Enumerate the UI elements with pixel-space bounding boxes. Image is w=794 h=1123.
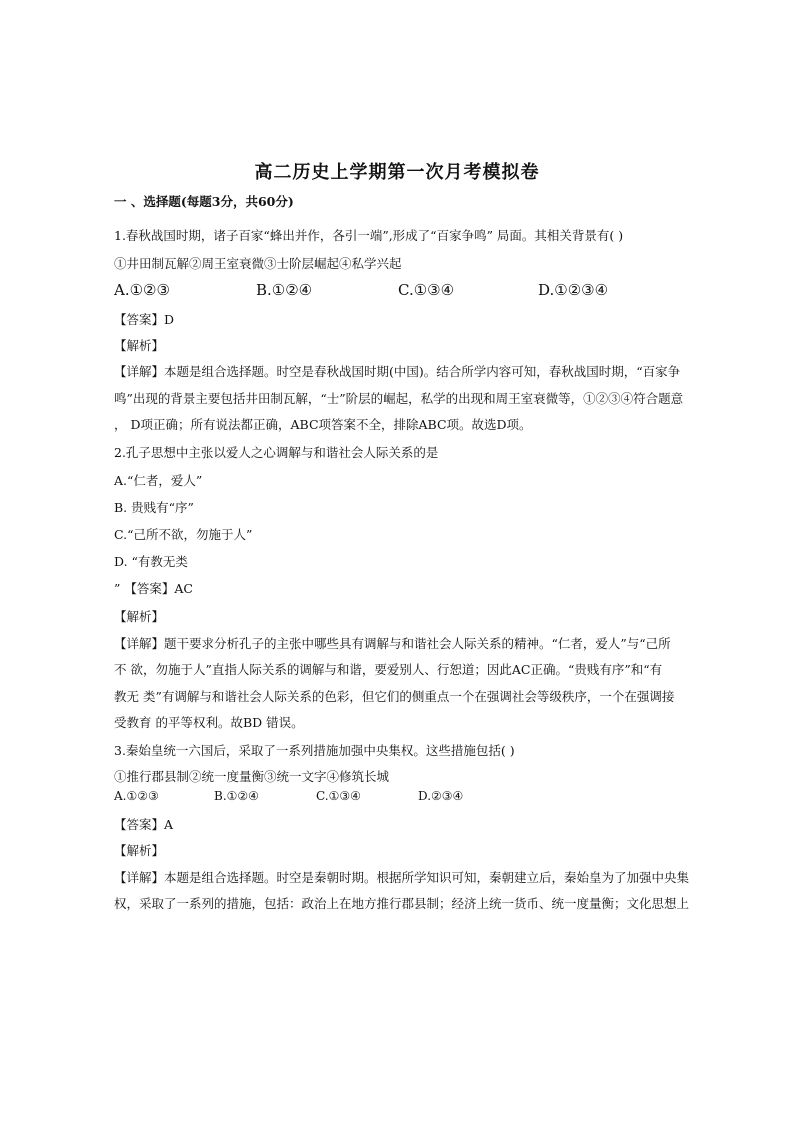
question-2-detail-line: 不 欲，勿施于人”直指人际关系的调解与和谐，要爱别人、行恕道；因此AC正确。“贵贱有序”和“有	[114, 662, 663, 677]
question-2-stem: 2.孔子思想中主张以爱人之心调解与和谐社会人际关系的是	[114, 445, 439, 460]
question-3-detail-line: 权，采取了一系列的措施，包括：政治上在地方推行郡县制；经济上统一货币、统一度量衡；文化思想上	[114, 896, 690, 911]
question-1-analysis: 【解析】	[114, 338, 165, 353]
option-b: B.①②④	[214, 789, 259, 803]
option-c: C.①③④	[398, 281, 455, 299]
question-2-detail-line: 教无 类”有调解与和谐社会人际关系的色彩，但它们的侧重点一个在强调社会等级秩序，一个在强调接	[114, 689, 675, 704]
question-3-answer: 【答案】A	[114, 817, 174, 832]
question-2-answer: ” 【答案】AC	[114, 581, 193, 596]
option-b: B. 贵贱有“序”	[114, 500, 194, 515]
question-1-items: ①井田制瓦解②周王室衰微③士阶层崛起④私学兴起	[114, 256, 402, 271]
option-a: A.①②③	[114, 789, 159, 803]
option-d: D.①②③④	[538, 281, 609, 299]
option-a: A.“仁者，爱人”	[114, 473, 203, 488]
option-c: C.“己所不欲，勿施于人”	[114, 527, 253, 542]
question-1-stem: 1.春秋战国时期，诸子百家“蜂出并作，各引一端”,形成了“百家争鸣” 局面。其相关背景有( )	[114, 228, 624, 243]
question-3-stem: 3.秦始皇统一六国后，采取了一系列措施加强中央集权。这些措施包括( )	[114, 743, 515, 758]
option-a: A.①②③	[114, 281, 170, 299]
section-heading: 一 、选择题(每题3分，共60分)	[114, 194, 294, 209]
option-b: B.①②④	[256, 281, 313, 299]
question-3-analysis: 【解析】	[114, 843, 165, 858]
option-d: D. “有教无类	[114, 554, 188, 569]
option-d: D.②③④	[418, 789, 464, 803]
question-3-items: ①推行郡县制②统一度量衡③统一文字④修筑长城	[114, 769, 390, 784]
question-2-detail-line: 受教育 的平等权利。故BD 错误。	[114, 715, 304, 730]
question-2-detail-line: 【详解】题干要求分析孔子的主张中哪些具有调解与和谐社会人际关系的精神。“仁者，爱人”与“己所	[114, 636, 671, 651]
page-title: 高二历史上学期第一次月考模拟卷	[254, 162, 540, 183]
question-2-analysis: 【解析】	[114, 609, 165, 624]
question-1-answer: 【答案】D	[114, 312, 175, 327]
option-c: C.①③④	[316, 789, 361, 803]
question-1-detail-line: 【详解】本题是组合选择题。时空是春秋战国时期(中国)。结合所学内容可知，春秋战国时期，“百家争	[114, 364, 681, 379]
question-1-detail-line: 鸣”出现的背景主要包括井田制瓦解，“士”阶层的崛起，私学的出现和周王室衰微等，①②③④符合题意	[114, 391, 684, 406]
question-3-detail-line: 【详解】本题是组合选择题。时空是秦朝时期。根据所学知识可知，秦朝建立后，秦始皇为了加强中央集	[114, 870, 690, 885]
question-1-detail-line: ， D项正确；所有说法都正确，ABC项答案不全，排除ABC项。故选D项。	[114, 417, 532, 432]
